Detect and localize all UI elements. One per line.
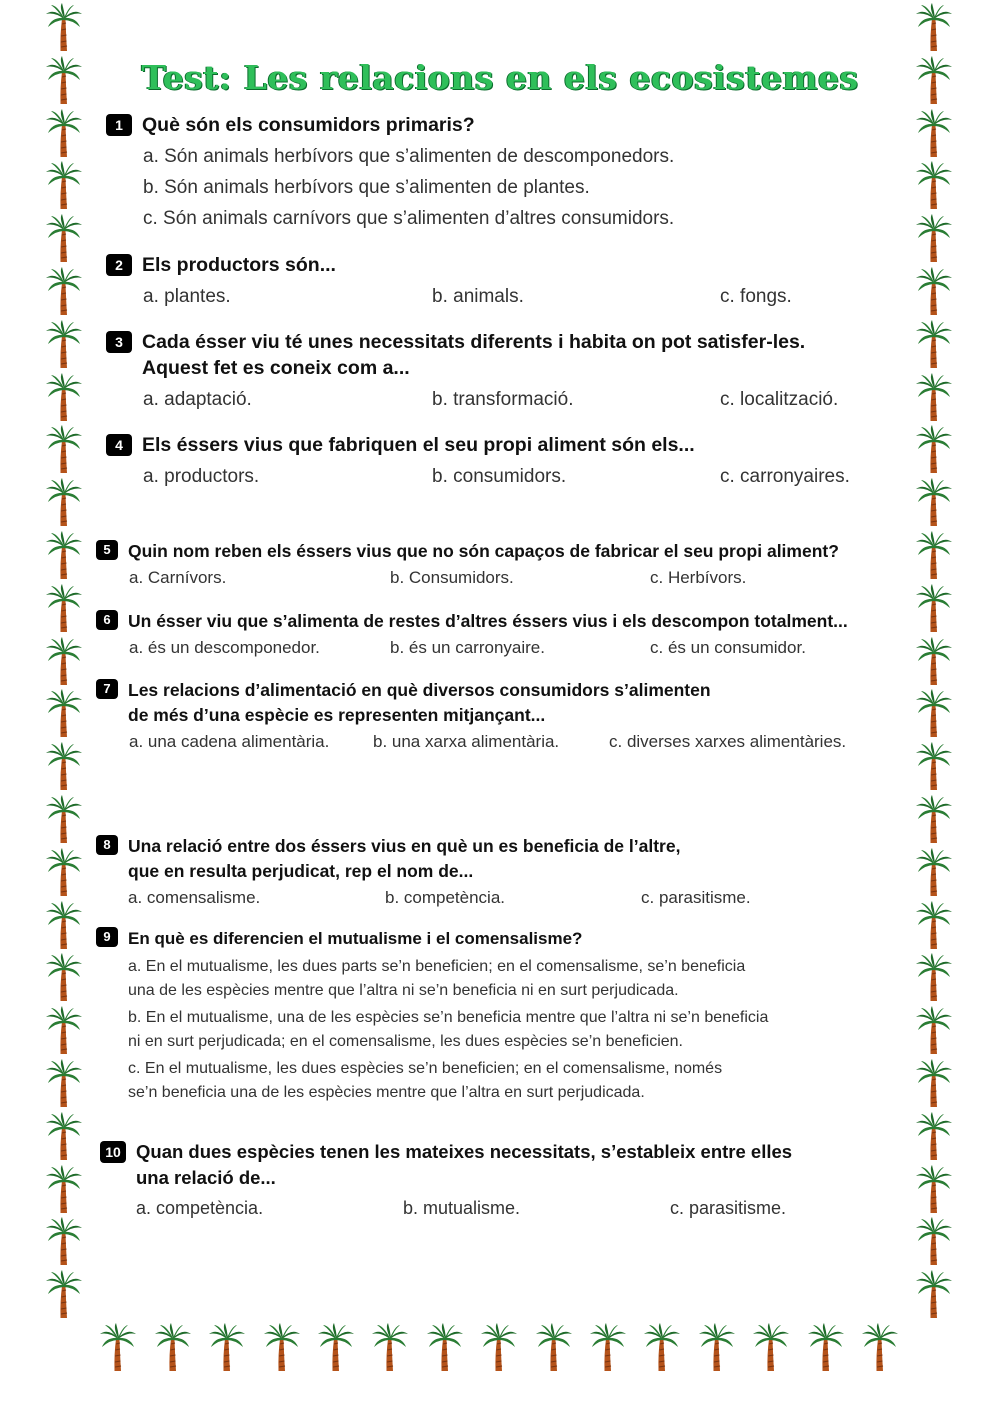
question-text-line2: que en resulta perjudicat, rep el nom de... xyxy=(128,861,474,881)
option-a[interactable]: a. és un descomponedor. xyxy=(129,638,320,657)
palm-tree-icon xyxy=(915,319,953,369)
option-b[interactable]: b. una xarxa alimentària. xyxy=(373,732,560,751)
palm-tree-icon xyxy=(263,1322,301,1372)
option-a[interactable]: a. competència. xyxy=(136,1198,264,1218)
question-5 xyxy=(96,539,839,592)
question-9 xyxy=(96,926,768,1108)
option-a[interactable]: a. Són animals herbívors que s’alimenten de descomponedors. xyxy=(143,146,675,167)
palm-tree-icon xyxy=(915,424,953,474)
palm-tree-icon xyxy=(45,319,83,369)
option-a[interactable]: a. una cadena alimentària. xyxy=(129,732,330,751)
option-b[interactable]: b. transformació. xyxy=(432,389,574,410)
question-number: 10 xyxy=(100,1141,126,1163)
palm-tree-icon xyxy=(915,2,953,52)
option-a[interactable]: a. plantes. xyxy=(143,286,231,307)
option-c[interactable]: c. Són animals carnívors que s’alimenten d’altres consumidors. xyxy=(143,208,675,229)
question-1 xyxy=(106,112,674,234)
palm-tree-icon xyxy=(45,1269,83,1319)
question-number: 4 xyxy=(106,434,132,456)
palm-tree-icon xyxy=(45,1164,83,1214)
palm-tree-icon xyxy=(915,688,953,738)
palm-tree-icon xyxy=(915,1058,953,1108)
palm-tree-icon xyxy=(45,1005,83,1055)
question-text-line1: Les relacions d’alimentació en què diversos consumidors s’alimenten xyxy=(128,680,711,700)
option-b-line2: ni en surt perjudicada; en el comensalisme, les dues espècies se’n beneficien. xyxy=(128,1033,683,1050)
palm-tree-icon xyxy=(915,636,953,686)
palm-tree-icon xyxy=(698,1322,736,1372)
question-4 xyxy=(106,432,850,492)
palm-tree-icon xyxy=(45,1058,83,1108)
palm-tree-icon xyxy=(643,1322,681,1372)
palm-tree-icon xyxy=(45,900,83,950)
option-c[interactable]: c. parasitisme. xyxy=(641,888,751,907)
palm-tree-icon xyxy=(915,1164,953,1214)
question-6 xyxy=(96,609,848,662)
palm-tree-icon xyxy=(807,1322,845,1372)
palm-tree-icon xyxy=(915,583,953,633)
question-number: 9 xyxy=(96,927,118,947)
question-number: 7 xyxy=(96,679,118,699)
palm-tree-icon xyxy=(915,794,953,844)
palm-tree-icon xyxy=(535,1322,573,1372)
question-text-line1: Quan dues espècies tenen les mateixes necessitats, s’estableix entre elles xyxy=(136,1141,793,1162)
option-c[interactable]: c. Herbívors. xyxy=(650,568,747,587)
option-b[interactable]: b. animals. xyxy=(432,286,524,307)
option-c[interactable]: c. carronyaires. xyxy=(720,466,850,487)
palm-tree-icon xyxy=(915,847,953,897)
question-8 xyxy=(96,834,751,912)
palm-tree-icon xyxy=(589,1322,627,1372)
palm-tree-icon xyxy=(915,1005,953,1055)
palm-tree-icon xyxy=(45,583,83,633)
question-text-line2: Aquest fet es coneix com a... xyxy=(142,357,410,379)
question-text-line1: Una relació entre dos éssers vius en què un es beneficia de l’altre, xyxy=(128,836,681,856)
palm-tree-icon xyxy=(208,1322,246,1372)
option-c[interactable] xyxy=(128,1057,768,1105)
option-c[interactable]: c. diverses xarxes alimentàries. xyxy=(609,732,847,751)
palm-tree-icon xyxy=(915,160,953,210)
option-b[interactable] xyxy=(128,1006,768,1054)
palm-tree-icon xyxy=(915,952,953,1002)
option-c[interactable]: c. parasitisme. xyxy=(670,1198,787,1218)
palm-tree-icon xyxy=(480,1322,518,1372)
palm-tree-icon xyxy=(371,1322,409,1372)
palm-tree-icon xyxy=(45,108,83,158)
question-text-line2: una relació de... xyxy=(136,1167,276,1188)
question-text: Els éssers vius que fabriquen el seu propi aliment són els... xyxy=(142,434,695,456)
option-a[interactable]: a. Carnívors. xyxy=(129,568,227,587)
palm-tree-icon xyxy=(915,1111,953,1161)
palm-tree-icon xyxy=(45,477,83,527)
palm-tree-icon xyxy=(45,160,83,210)
option-b[interactable]: b. Són animals herbívors que s’alimenten de plantes. xyxy=(143,177,590,198)
question-number: 5 xyxy=(96,540,118,560)
palm-tree-icon xyxy=(915,900,953,950)
palm-tree-icon xyxy=(752,1322,790,1372)
palm-tree-icon xyxy=(45,266,83,316)
palm-tree-icon xyxy=(915,477,953,527)
palm-tree-icon xyxy=(915,372,953,422)
palm-tree-icon xyxy=(915,530,953,580)
question-7 xyxy=(96,678,846,756)
option-b[interactable]: b. competència. xyxy=(385,888,506,907)
option-c-line1: c. En el mutualisme, les dues espècies se’n beneficien; en el comensalisme, només xyxy=(128,1060,723,1077)
palm-tree-icon xyxy=(915,266,953,316)
palm-tree-icon xyxy=(861,1322,899,1372)
question-number: 2 xyxy=(106,254,132,276)
option-c[interactable]: c. és un consumidor. xyxy=(650,638,806,657)
option-a-line1: a. En el mutualisme, les dues parts se’n beneficien; en el comensalisme, se’n beneficia xyxy=(128,958,746,975)
palm-tree-icon xyxy=(99,1322,137,1372)
palm-tree-icon xyxy=(915,108,953,158)
option-c-line2: se’n beneficia una de les espècies mentre que l’altra en surt perjudicada. xyxy=(128,1084,645,1101)
option-a[interactable]: a. productors. xyxy=(143,466,260,487)
palm-tree-icon xyxy=(45,1216,83,1266)
option-a[interactable]: a. adaptació. xyxy=(143,389,252,410)
option-a[interactable] xyxy=(128,955,768,1003)
palm-tree-icon xyxy=(45,741,83,791)
question-number: 1 xyxy=(106,114,132,136)
option-c[interactable]: c. localització. xyxy=(720,389,839,410)
question-2 xyxy=(106,252,792,312)
palm-tree-icon xyxy=(45,636,83,686)
palm-tree-icon xyxy=(317,1322,355,1372)
option-b-line1: b. En el mutualisme, una de les espècies se’n beneficia mentre que l’altra ni se’n beneficia xyxy=(128,1009,769,1026)
palm-tree-icon xyxy=(45,372,83,422)
question-number: 8 xyxy=(96,835,118,855)
palm-tree-icon xyxy=(45,213,83,263)
question-3 xyxy=(106,329,838,415)
palm-tree-icon xyxy=(915,1216,953,1266)
question-text-line1: Cada ésser viu té unes necessitats diferents i habita on pot satisfer-les. xyxy=(142,331,806,353)
palm-tree-icon xyxy=(45,2,83,52)
question-text-line2: de més d’una espècie es representen mitjançant... xyxy=(128,705,546,725)
palm-tree-icon xyxy=(915,1269,953,1319)
option-b[interactable]: b. consumidors. xyxy=(432,466,567,487)
palm-tree-icon xyxy=(45,952,83,1002)
page-title: Test: Les relacions en els ecosistemes xyxy=(141,58,859,97)
option-b[interactable]: b. mutualisme. xyxy=(403,1198,521,1218)
palm-tree-icon xyxy=(45,530,83,580)
question-text: Què són els consumidors primaris? xyxy=(142,114,475,136)
question-number: 3 xyxy=(106,331,132,353)
question-text: Els productors són... xyxy=(142,254,336,276)
question-number: 6 xyxy=(96,610,118,630)
option-a[interactable]: a. comensalisme. xyxy=(128,888,261,907)
question-text: En què es diferencien el mutualisme i el comensalisme? xyxy=(128,929,583,948)
question-text: Quin nom reben els éssers vius que no són capaços de fabricar el seu propi aliment? xyxy=(128,541,839,561)
palm-tree-icon xyxy=(915,741,953,791)
option-b[interactable]: b. Consumidors. xyxy=(390,568,514,587)
palm-tree-icon xyxy=(45,1111,83,1161)
palm-tree-icon xyxy=(915,213,953,263)
palm-tree-icon xyxy=(45,794,83,844)
option-a-line2: una de les espècies mentre que l’altra ni se’n beneficia ni en surt perjudicada. xyxy=(128,982,679,999)
palm-tree-icon xyxy=(45,424,83,474)
question-10 xyxy=(100,1139,792,1224)
option-c[interactable]: c. fongs. xyxy=(720,286,792,307)
option-b[interactable]: b. és un carronyaire. xyxy=(390,638,545,657)
question-text: Un ésser viu que s’alimenta de restes d’altres éssers vius i els descompon totalment... xyxy=(128,611,848,631)
palm-tree-icon xyxy=(426,1322,464,1372)
palm-tree-icon xyxy=(154,1322,192,1372)
palm-tree-icon xyxy=(45,847,83,897)
palm-tree-icon xyxy=(45,688,83,738)
